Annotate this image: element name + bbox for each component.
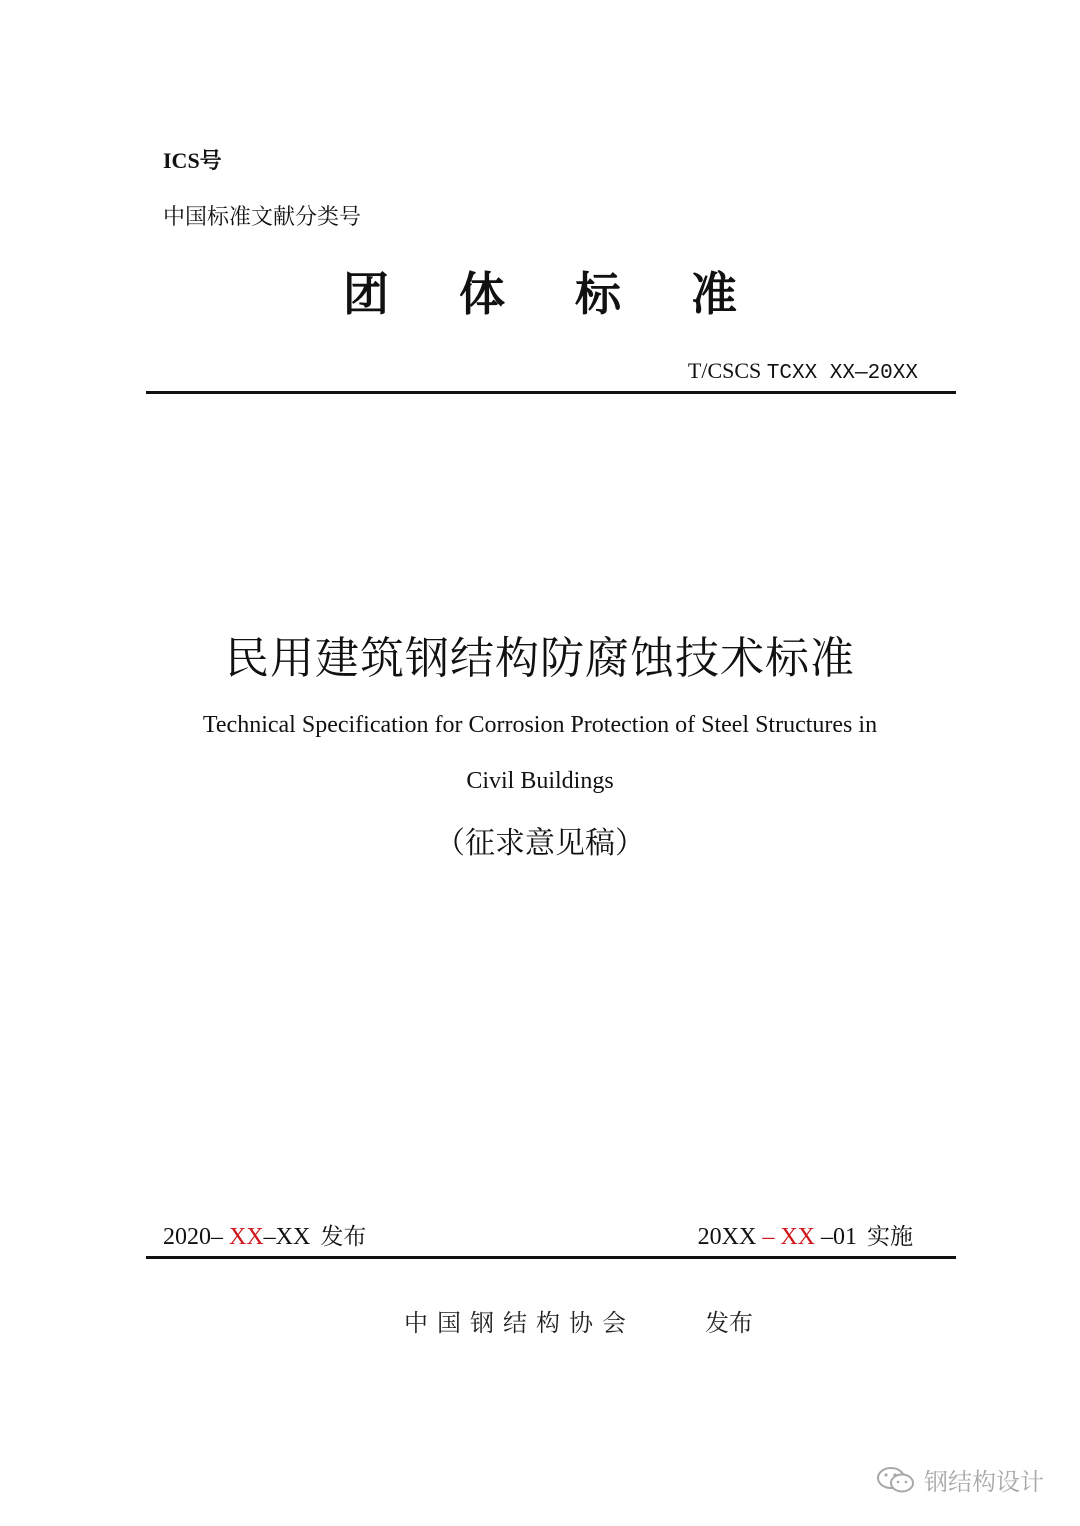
standard-number-code: TCXX XX—20XX bbox=[766, 362, 918, 385]
implement-date bbox=[698, 1218, 913, 1251]
top-divider bbox=[146, 391, 956, 394]
issuer-label: 发布 bbox=[705, 1309, 753, 1337]
watermark-text: 钢结构设计 bbox=[924, 1468, 1044, 1496]
publish-date-month: XX bbox=[229, 1224, 264, 1250]
bottom-divider bbox=[146, 1256, 956, 1259]
publish-label: 发布 bbox=[320, 1224, 367, 1250]
title-english-line2: Civil Buildings bbox=[466, 768, 614, 794]
publish-date-year: 2020 bbox=[163, 1224, 211, 1250]
issuer-name: 中国钢结构协会 bbox=[404, 1309, 635, 1337]
publish-date bbox=[163, 1218, 366, 1251]
standard-type-heading: 团体标准 bbox=[343, 267, 807, 321]
implement-date-month: XX bbox=[780, 1224, 815, 1250]
draft-label: （征求意见稿） bbox=[435, 826, 645, 861]
standard-number-prefix: T/CSCS bbox=[687, 358, 762, 383]
implement-label: 实施 bbox=[867, 1224, 913, 1250]
implement-date-year: 20XX bbox=[697, 1224, 757, 1250]
implement-date-dash: – bbox=[762, 1224, 775, 1250]
implement-date-day: –01 bbox=[821, 1224, 857, 1250]
wechat-icon bbox=[876, 1465, 916, 1495]
publish-date-dash: – bbox=[211, 1224, 223, 1250]
publish-date-day: –XX bbox=[263, 1224, 311, 1250]
title-chinese: 民用建筑钢结构防腐蚀技术标准 bbox=[225, 633, 855, 684]
ccs-number: 中国标准文献分类号 bbox=[163, 205, 362, 230]
title-english-line1: Technical Specification for Corrosion Protection of Steel Structures in bbox=[202, 712, 878, 738]
watermark bbox=[876, 1462, 1044, 1497]
standard-number bbox=[688, 358, 918, 385]
ics-number: ICS号 bbox=[163, 148, 222, 173]
